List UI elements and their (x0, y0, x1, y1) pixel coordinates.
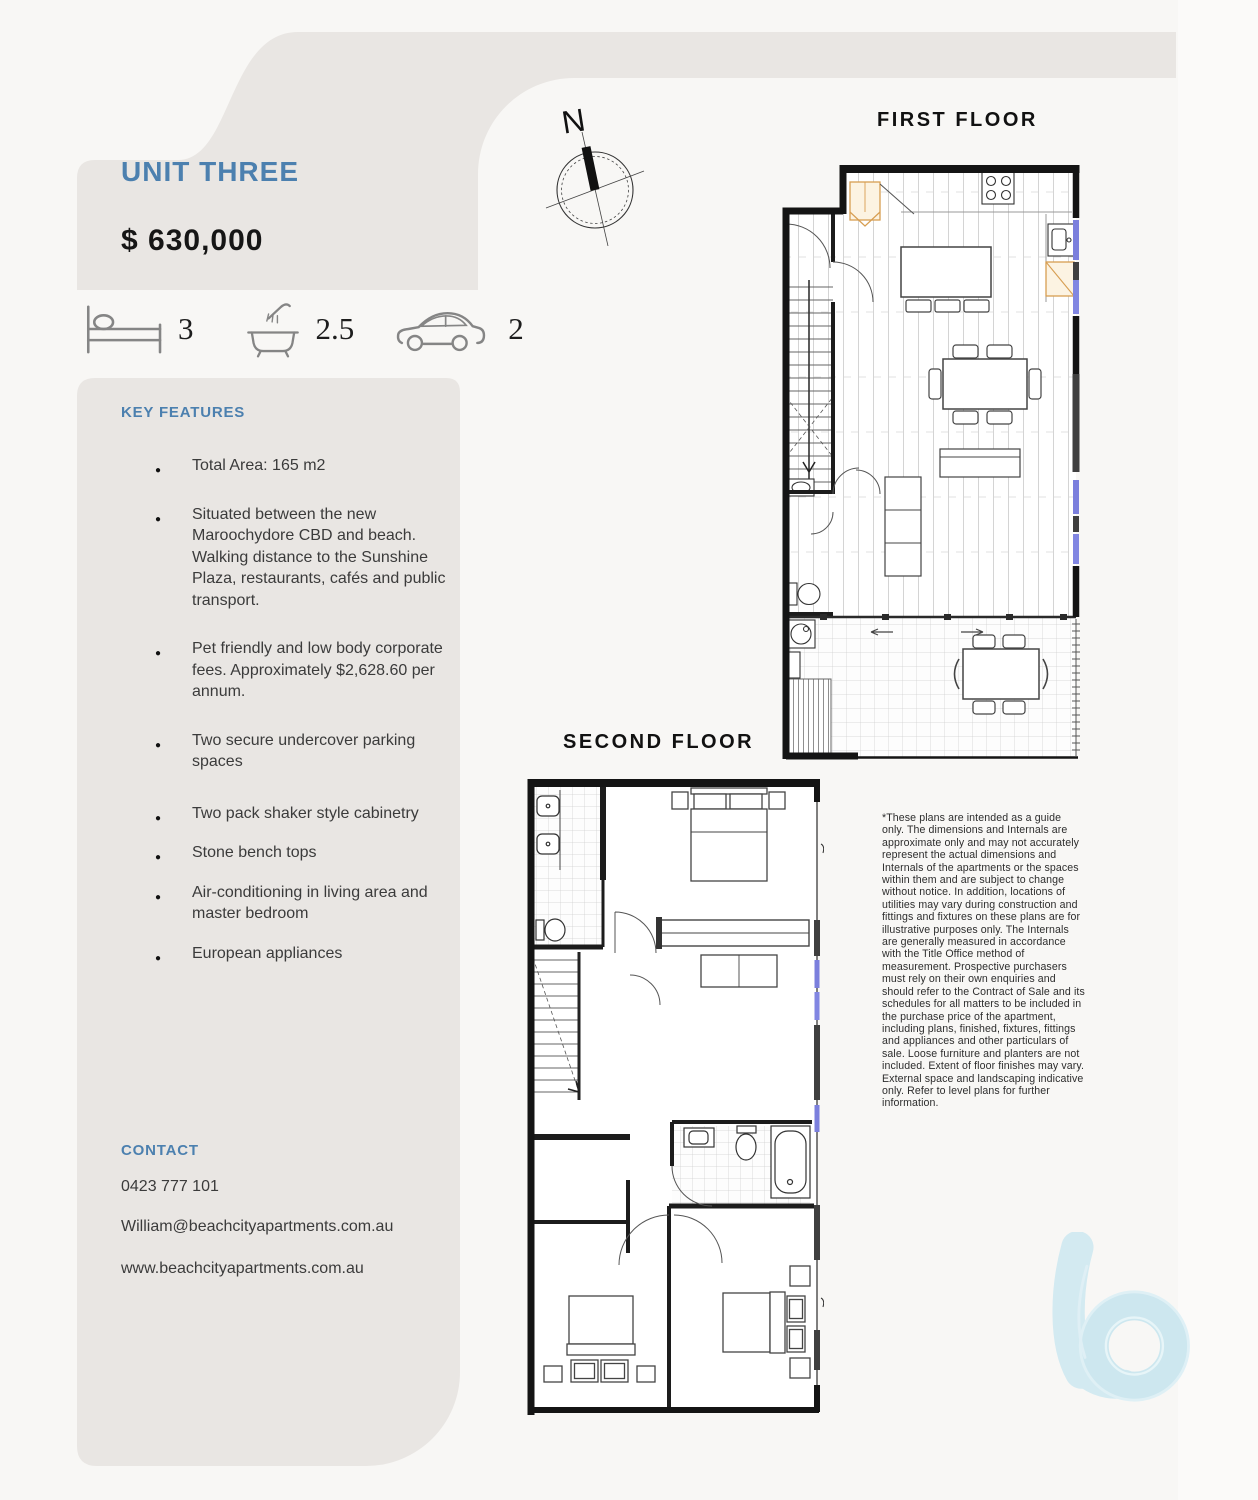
contact-website[interactable]: www.beachcityapartments.com.au (121, 1260, 364, 1277)
first-floor-label: FIRST FLOOR (877, 109, 1038, 131)
unit-title: UNIT THREE (121, 156, 299, 187)
contact-phone: 0423 777 101 (121, 1178, 219, 1195)
feature-item: ● Stone bench tops (155, 842, 460, 864)
feature-item: ● Two pack shaker style cabinetry (155, 803, 460, 825)
bed-icon (84, 302, 166, 356)
contact-heading: CONTACT (121, 1142, 199, 1159)
first-floor-plan (776, 162, 1088, 764)
plans-disclaimer: *These plans are intended as a guide only. The dimensions and Internals are approximate only and may not accurately represent the actual dimensions and Internals of the apartments or the spaces within them and are subject to change without notice. In addition, locations of utilities may vary during construction and fittings and fixtures on these plans are for illustrative purposes only. The Internals are generally measured in accordance with the Title Office method of measurement. Prospective purchasers must rely on their own enquiries and should refer to the Contract of Sale and its schedules for all matters to be included in the purchase price of the apartment, including plans, finished, fixtures, fittings and appliances and other particulars of sale. Loose furniture and planters are not included. Extent of floor finishes may vary. External space and landscaping indicative only. Refer to level plans for further information. (882, 812, 1085, 1110)
bed-count: 3 (178, 311, 194, 346)
car-count: 2 (508, 311, 524, 346)
compass-north-icon (538, 96, 648, 246)
second-floor-plan (524, 770, 824, 1420)
key-features-heading: KEY FEATURES (121, 404, 246, 421)
feature-item: ● Situated between the new Maroochydore CBD and beach. Walking distance to the Sunshine Plaza, restaurants, cafés and public transport. (155, 504, 460, 612)
bath-stat (242, 299, 355, 359)
bed-stat (84, 302, 194, 356)
stats-row (84, 298, 524, 360)
bath-icon (242, 299, 304, 359)
beachcity-logo-icon (1028, 1232, 1218, 1422)
feature-item: ● European appliances (155, 943, 460, 965)
feature-item: ● Total Area: 165 m2 (155, 455, 460, 477)
car-stat (394, 302, 524, 356)
feature-item: ● Pet friendly and low body corporate fees. Approximately $2,628.60 per annum. (155, 638, 460, 703)
bath-count: 2.5 (315, 311, 355, 346)
svg-text:N: N (559, 101, 588, 141)
unit-price: $ 630,000 (121, 224, 264, 257)
car-icon (394, 302, 488, 356)
key-features-list (155, 455, 460, 991)
feature-item: ● Air-conditioning in living area and master bedroom (155, 882, 460, 925)
contact-email[interactable]: William@beachcityapartments.com.au (121, 1218, 394, 1235)
feature-item: ● Two secure undercover parking spaces (155, 730, 460, 773)
second-floor-label: SECOND FLOOR (563, 731, 755, 753)
